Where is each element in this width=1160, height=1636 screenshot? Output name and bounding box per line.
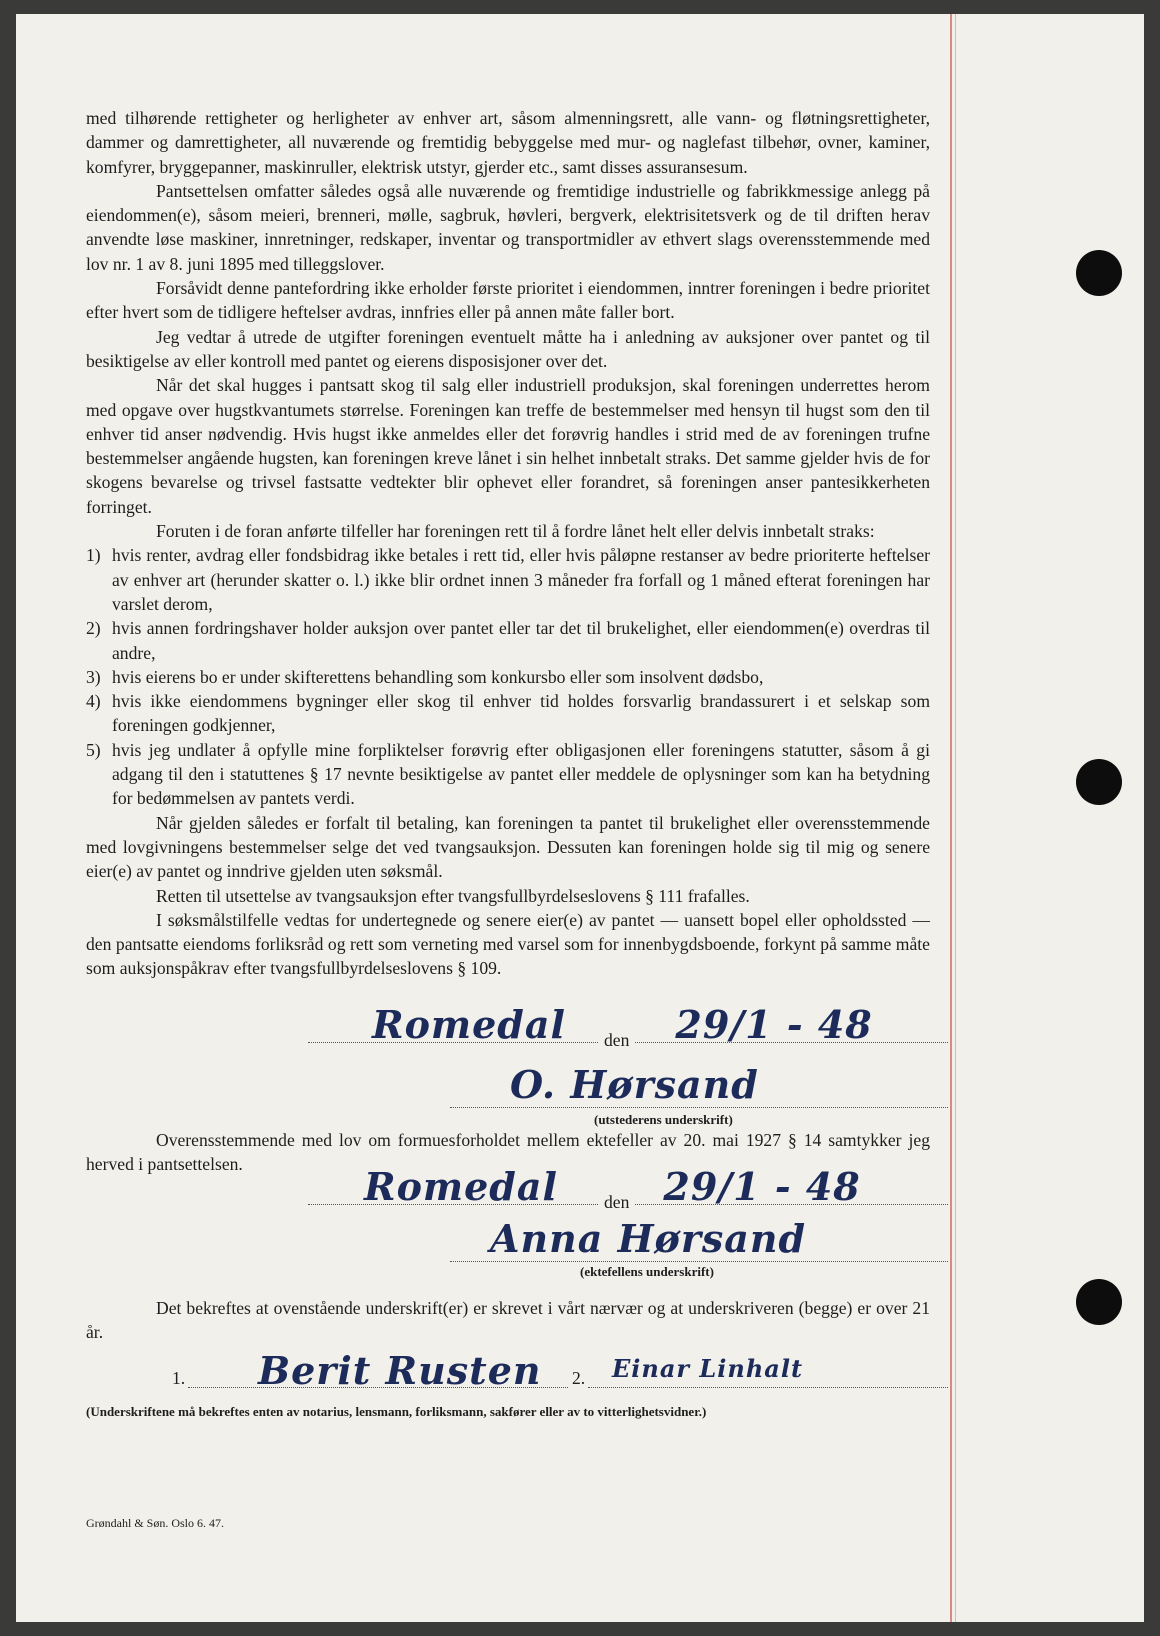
condition-text: hvis eierens bo er under skifterettens behandling som konkursbo eller som insolvent dødsbo, — [112, 666, 764, 687]
issuer-den-label: den — [604, 1030, 630, 1050]
paragraph: Når det skal hugges i pantsatt skog til salg eller industriell produksjon, skal foreningen underrettes herom med opgave over hugstkvantumets størrelse. Foreningen kan treffe de bestemmelser med hensyn til hugst som den til enhver tid anser nødvendig. Hvis hugst ikke anmeldes eller det forøvrig handles i strid med de av foreningen trufne bestemmelser angående hugsten, kan foreningen kreve lånet i sin helhet innbetalt straks. Det samme gjelder hvis de for skogens bevarelse og trivsel fastsatte vedtekter blir ophevet eller forandret, så foreningen anser pantesikkerheten forringet. — [86, 375, 930, 517]
condition-text: hvis annen fordringshaver holder auksjon over pantet eller tar det til brukelighet, eller eiendommen(e) overdras til andre, — [112, 618, 930, 663]
punch-hole-icon — [1076, 759, 1122, 805]
condition-item — [86, 689, 930, 738]
issuer-signature: O. Hørsand — [510, 1062, 759, 1107]
witness-signature-2: Einar Linhalt — [612, 1354, 804, 1383]
witness-signature-line — [172, 1348, 948, 1393]
closing-paragraphs — [86, 811, 930, 981]
printer-imprint: Grøndahl & Søn. Oslo 6. 47. — [86, 1516, 224, 1530]
paragraph: Foruten i de foran anførte tilfeller har foreningen rett til å fordre lånet helt eller delvis innbetalt straks: — [156, 521, 875, 542]
paragraph: Jeg vedtar å utrede de utgifter foreningen eventuelt måtte ha i anledning av auksjoner over pantet og til besiktigelse av eller kontroll med pantet og eierens disposisjoner over det. — [86, 326, 930, 371]
condition-text: hvis jeg undlater å opfylle mine forpliktelser forøvrig efter obligasjonen eller foreningens statutter, såsom å gi adgang til den i statuttenes § 17 nevnte besiktigelse av pantet eller meddele de oplysninger som kan ha betydning for bedømmelsen av pantets verdi. — [112, 739, 930, 809]
condition-text: hvis renter, avdrag eller fondsbidrag ikke betales i rett tid, eller hvis påløpne restanser av bedre prioriterte heftelser av enhver art (herunder skatter o. l.) ikke blir ordnet innen 3 måneder fra forfall og 1 måned efterat foreningen har varslet derom, — [112, 545, 930, 614]
witness-signature-1: Berit Rusten — [258, 1348, 542, 1393]
spouse-place: Romedal — [364, 1164, 558, 1209]
condition-number: 5) — [86, 739, 101, 760]
witness-label-1: 1. — [172, 1368, 186, 1388]
witness-label-2: 2. — [572, 1368, 586, 1388]
paragraph: Forsåvidt denne pantefordring ikke erholder første prioritet i eiendommen, inntrer foreningen i bedre prioritet efter hvert som de tidligere heftelser avdras, innfries eller på annen måte faller bort. — [86, 278, 930, 323]
spouse-date: 29/1 - 48 — [663, 1164, 861, 1209]
paragraph: Pantsettelsen omfatter således også alle nuværende og fremtidige industrielle og fabrikkmessige anlegg på eiendommen(e), såsom meieri, brenneri, mølle, sagbruk, høvleri, bergverk, elektrisitetsverk og de til driften herav anvendte løse maskiner, innretninger, redskaper, inventar og transportmidler av ethvert slags overensstemmende med lov nr. 1 av 8. juni 1895 med tilleggslover. — [86, 180, 930, 274]
paragraphs — [86, 106, 930, 543]
witness-note: (Underskriftene må bekreftes enten av notarius, lensmann, forliksmann, sakfører eller av to vitterlighetsvidner.) — [86, 1404, 707, 1419]
condition-text: hvis ikke eiendommens bygninger eller skog til enhver tid holdes forsvarlig brandassurert i et selskap som foreningen godkjenner, — [112, 691, 930, 736]
paragraph: med tilhørende rettigheter og herligheter av enhver art, såsom almenningsrett, alle vann- og fløtningsrettigheter, dammer og damrettigheter, all nuværende og fremtidig bebyggelse med mur- og naglefast tilbehør, ovner, kaminer, komfyrer, bryggepanner, maskinruller, elektrisk utstyr, gjerder etc., samt disses assuransesum. — [86, 108, 930, 177]
issuer-date: 29/1 - 48 — [675, 1002, 873, 1047]
document-page — [16, 14, 1144, 1622]
issuer-place: Romedal — [372, 1002, 566, 1047]
spouse-consent-text: Overensstemmende med lov om formuesforholdet mellem ektefeller av 20. mai 1927 § 14 samtykker jeg herved i pantsettelsen. — [86, 1130, 930, 1175]
paragraph: Retten til utsettelse av tvangsauksjon efter tvangsfullbyrdelseslovens § 111 frafalles. — [156, 885, 750, 906]
condition-item — [86, 738, 930, 811]
punch-hole-icon — [1076, 1279, 1122, 1325]
condition-number: 3) — [86, 666, 101, 687]
punch-hole-icon — [1076, 250, 1122, 296]
condition-item — [86, 616, 930, 665]
condition-number: 2) — [86, 618, 101, 639]
spouse-place-date-line — [308, 1164, 948, 1212]
body-text — [86, 106, 930, 981]
margin-rule — [950, 14, 952, 1622]
conditions-list — [86, 543, 930, 810]
condition-number: 1) — [86, 545, 101, 566]
issuer-signature-caption: (utstederens underskrift) — [594, 1112, 733, 1127]
spouse-signature: Anna Hørsand — [490, 1216, 807, 1261]
condition-item — [86, 665, 930, 689]
spouse-den-label: den — [604, 1192, 630, 1212]
paragraph: I søksmålstilfelle vedtas for undertegnede og senere eier(e) av pantet — uansett bopel eller opholdssted — den pantsatte eiendoms forliksråd og rett som verneting med varsel som for innenbygdsboende, forkynt på samme måte som auksjonspåkrav efter tvangsfullbyrdelseslovens § 109. — [86, 909, 930, 979]
condition-item — [86, 543, 930, 616]
condition-number: 4) — [86, 691, 101, 712]
margin-rule-secondary — [955, 14, 956, 1622]
issuer-place-date-line — [308, 1002, 948, 1050]
paragraph: Når gjelden således er forfalt til betaling, kan foreningen ta pantet til brukelighet eller overensstemmende med lovgivningens bestemmelser selge det ved tvangsauksjon. Dessuten kan foreningen holde sig til mig og senere eier(e) av pantet og inndrive gjelden uten søksmål. — [86, 812, 930, 882]
spouse-signature-caption: (ektefellens underskrift) — [580, 1264, 714, 1279]
witness-text: Det bekreftes at ovenstående underskrift(er) er skrevet i vårt nærvær og at underskriveren (begge) er over 21 år. — [86, 1298, 930, 1343]
